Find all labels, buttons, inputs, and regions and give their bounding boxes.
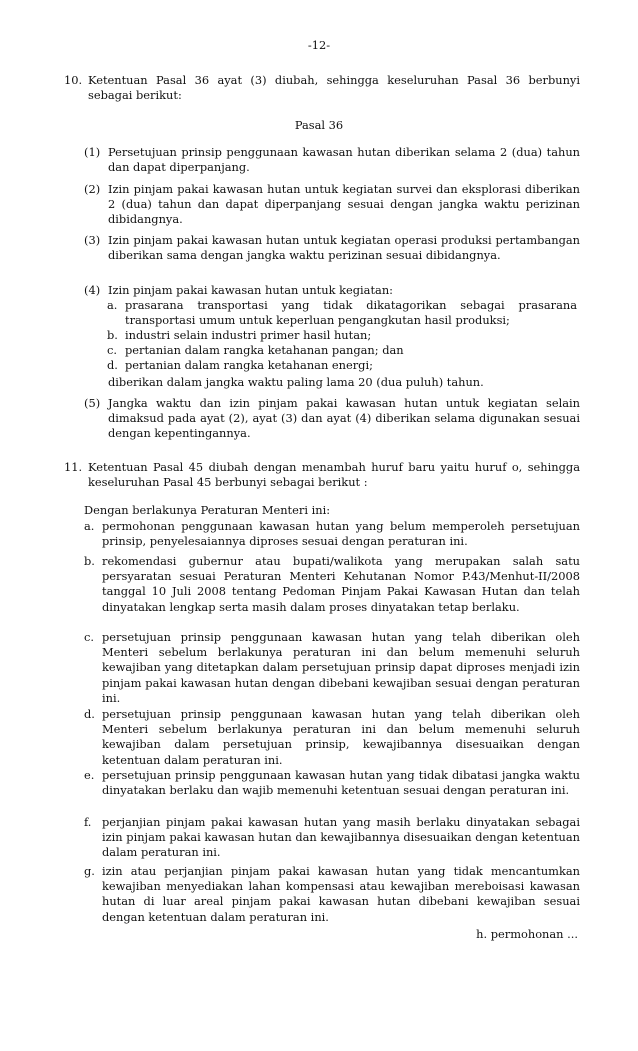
amendment-item-10 — [64, 73, 580, 103]
pasal-45-item-a — [84, 519, 580, 549]
article-heading-pasal-36: Pasal 36 — [294, 118, 344, 132]
ayat-4-item-d — [107, 358, 577, 373]
pasal-45-item-e — [84, 768, 580, 798]
list-text: pertanian dalam rangka ketahanan energi; — [125, 358, 373, 372]
list-letter: d. — [84, 707, 95, 721]
ayat-number: (4) — [84, 283, 101, 297]
list-letter: a. — [107, 298, 118, 312]
list-letter: b. — [107, 328, 118, 342]
item-text: Ketentuan Pasal 45 diubah dengan menambah huruf baru yaitu huruf o, sehingga keseluruhan Pasal 45 berbunyi sebagai berikut : — [88, 460, 580, 490]
page-number: -12- — [307, 38, 331, 52]
list-letter: a. — [84, 519, 95, 533]
ayat-4-item-c — [107, 343, 577, 358]
ayat-4-closing: diberikan dalam jangka waktu paling lama 20 (dua puluh) tahun. — [108, 375, 484, 389]
pasal-45-item-b — [84, 554, 580, 615]
list-text: perjanjian pinjam pakai kawasan hutan yang masih berlaku dinyatakan sebagai izin pinjam pakai kawasan hutan dan kewajibannya disesuaikan dengan ketentuan dalam peraturan ini. — [102, 815, 580, 860]
ayat-text: Persetujuan prinsip penggunaan kawasan hutan diberikan selama 2 (dua) tahun dan dapat diperpanjang. — [108, 145, 580, 175]
list-text: rekomendasi gubernur atau bupati/walikota yang merupakan salah satu persyaratan sesuai Peraturan Menteri Kehutanan Nomor P.43/Menhut-II/2008 tanggal 10 Juli 2008 tentang Pedoman Pinjam Pakai Kawasan Hutan dan telah dinyatakan lengkap serta masih dalam proses dinyatakan tetap berlaku. — [102, 554, 580, 614]
list-text: persetujuan prinsip penggunaan kawasan hutan yang tidak dibatasi jangka waktu dinyatakan berlaku dan wajib memenuhi ketentuan sesuai dengan peraturan ini. — [102, 768, 580, 798]
ayat-4 — [84, 283, 580, 298]
ayat-number: (2) — [84, 182, 101, 196]
list-letter: g. — [84, 864, 95, 878]
list-text: pertanian dalam rangka ketahanan pangan; dan — [125, 343, 404, 357]
list-text: prasarana transportasi yang tidak dikatagorikan sebagai prasarana transportasi umum untuk keperluan pengangkutan hasil produksi; — [125, 298, 577, 328]
ayat-number: (1) — [84, 145, 101, 159]
item-number: 11. — [64, 460, 83, 474]
ayat-text: Izin pinjam pakai kawasan hutan untuk kegiatan: — [108, 283, 393, 297]
ayat-3 — [84, 233, 580, 263]
ayat-2 — [84, 182, 580, 228]
ayat-1 — [84, 145, 580, 175]
pasal-45-intro: Dengan berlakunya Peraturan Menteri ini: — [84, 503, 331, 517]
list-letter: c. — [84, 630, 95, 644]
ayat-number: (3) — [84, 233, 101, 247]
ayat-text: Izin pinjam pakai kawasan hutan untuk kegiatan survei dan eksplorasi diberikan 2 (dua) tahun dan dapat diperpanjang sesuai dengan jangka waktu perizinan dibidangnya. — [108, 182, 580, 227]
list-text: permohonan penggunaan kawasan hutan yang belum memperoleh persetujuan prinsip, penyelesaiannya diproses sesuai dengan peraturan ini. — [102, 519, 580, 549]
item-text: Ketentuan Pasal 36 ayat (3) diubah, sehingga keseluruhan Pasal 36 berbunyi sebagai berikut: — [88, 73, 580, 103]
list-letter: b. — [84, 554, 95, 568]
ayat-4-item-b — [107, 328, 577, 343]
amendment-item-11 — [64, 460, 580, 490]
list-letter: f. — [84, 815, 92, 829]
ayat-text: Jangka waktu dan izin pinjam pakai kawasan hutan untuk kegiatan selain dimaksud pada ayat (2), ayat (3) dan ayat (4) diberikan selama digunakan sesuai dengan kepentingannya. — [108, 396, 580, 441]
item-number: 10. — [64, 73, 83, 87]
list-letter: d. — [107, 358, 118, 372]
ayat-text: Izin pinjam pakai kawasan hutan untuk kegiatan operasi produksi pertambangan diberikan sama dengan jangka waktu perizinan sesuai dibidangnya. — [108, 233, 580, 263]
page-catchword: h. permohonan ... — [476, 927, 578, 941]
list-text: persetujuan prinsip penggunaan kawasan hutan yang telah diberikan oleh Menteri sebelum berlakunya peraturan ini dan belum memenuhi seluruh kewajiban dalam persetujuan prinsip, kewajibannya disesuaikan dengan ketentuan dalam peraturan ini. — [102, 707, 580, 767]
pasal-45-item-d — [84, 707, 580, 768]
list-text: industri selain industri primer hasil hutan; — [125, 328, 372, 342]
list-text: izin atau perjanjian pinjam pakai kawasan hutan yang tidak mencantumkan kewajiban menyediakan lahan kompensasi atau kewajiban mereboisasi kawasan hutan di luar areal pinjam pakai kawasan hutan dibebani kewajiban sesuai dengan ketentuan dalam peraturan ini. — [102, 864, 580, 924]
pasal-45-item-g — [84, 864, 580, 925]
ayat-4-item-a — [107, 298, 577, 328]
pasal-45-item-c — [84, 630, 580, 706]
ayat-number: (5) — [84, 396, 101, 410]
list-letter: c. — [107, 343, 118, 357]
list-letter: e. — [84, 768, 95, 782]
list-text: persetujuan prinsip penggunaan kawasan hutan yang telah diberikan oleh Menteri sebelum berlakunya peraturan ini dan belum memenuhi seluruh kewajiban yang ditetapkan dalam persetujuan prinsip dapat diproses menjadi izin pinjam pakai kawasan hutan dengan dibebani kewajiban sesuai dengan peraturan ini. — [102, 630, 580, 705]
ayat-5 — [84, 396, 580, 442]
pasal-45-item-f — [84, 815, 580, 861]
